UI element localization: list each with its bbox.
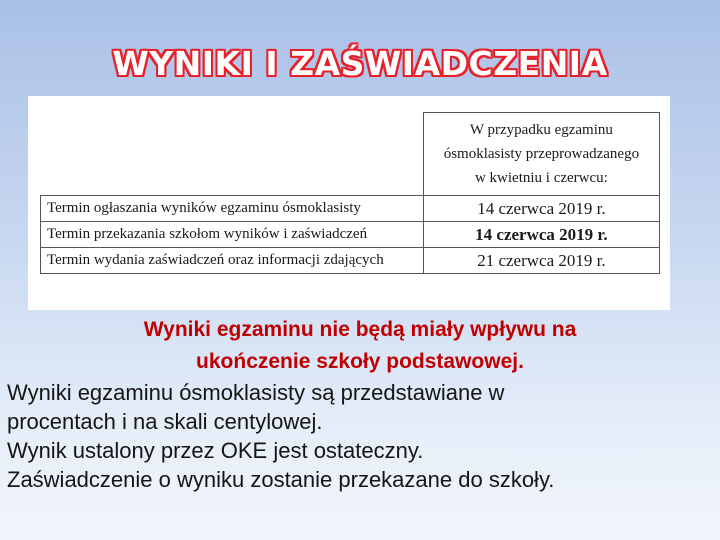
- header-line-3: w kwietniu i czerwcu:: [474, 170, 608, 186]
- table-row: [41, 248, 660, 274]
- table-row: [41, 222, 660, 248]
- row-label-results-announcement: Termin ogłaszania wyników egzaminu ósmoklasisty: [41, 196, 424, 222]
- highlight-line-1: Wyniki egzaminu nie będą miały wpływu na: [143, 318, 577, 341]
- table-header-cell: [423, 113, 659, 196]
- row-label-certificate-issue: Termin wydania zaświadczeń oraz informacji zdających: [41, 248, 424, 274]
- slide-body: [7, 314, 713, 494]
- paragraph-final-result: Wynik ustalony przez OKE jest ostateczny.: [7, 438, 424, 463]
- row-label-delivery-to-schools: Termin przekazania szkołom wyników i zaświadczeń: [41, 222, 424, 248]
- header-line-1: W przypadku egzaminu: [469, 122, 613, 138]
- table-header-empty-cell: [41, 113, 424, 196]
- row-value-certificate-issue: 21 czerwca 2019 r.: [423, 248, 659, 274]
- table-row: [41, 196, 660, 222]
- slide-title: WYNIKI I ZAŚWIADCZENIA: [112, 44, 608, 83]
- row-value-delivery-to-schools: 14 czerwca 2019 r.: [423, 222, 659, 248]
- schedule-table-image: [28, 96, 670, 310]
- header-line-2: ósmoklasisty przeprowadzanego: [443, 146, 640, 162]
- row-value-results-announcement: 14 czerwca 2019 r.: [423, 196, 659, 222]
- paragraph-results-format-1: Wyniki egzaminu ósmoklasisty są przedstawiane w: [7, 380, 505, 405]
- schedule-table: [40, 112, 660, 274]
- paragraph-certificate-delivery: Zaświadczenie o wyniku zostanie przekazane do szkoły.: [7, 467, 555, 492]
- table-header-row: [41, 113, 660, 196]
- highlight-line-2: ukończenie szkoły podstawowej.: [196, 350, 524, 373]
- paragraph-results-format-2: procentach i na skali centylowej.: [7, 409, 323, 434]
